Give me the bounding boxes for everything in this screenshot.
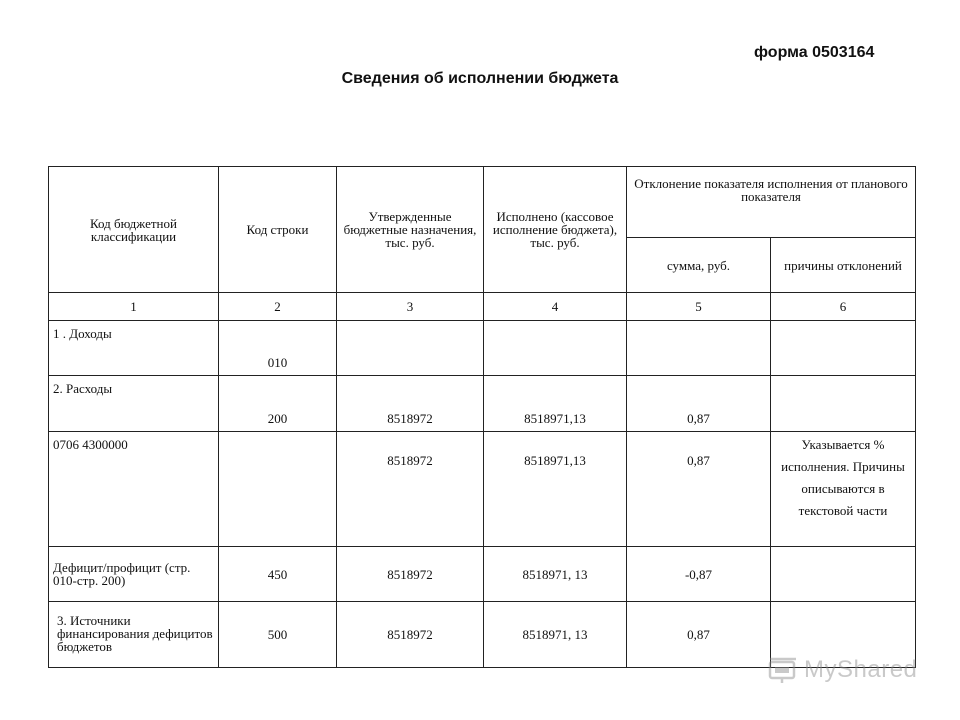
row-reasons xyxy=(771,376,916,432)
column-number: 1 xyxy=(49,293,219,321)
header-deviation-sum: сумма, руб. xyxy=(627,238,771,293)
document-title: Сведения об исполнении бюджета xyxy=(341,70,619,87)
row-approved: 8518972 xyxy=(337,547,484,602)
column-number: 3 xyxy=(337,293,484,321)
watermark xyxy=(768,656,917,684)
row-code: 450 xyxy=(219,547,337,602)
row-approved: 8518972 xyxy=(337,602,484,668)
row-deviation-sum xyxy=(627,321,771,376)
column-number: 4 xyxy=(484,293,627,321)
column-number: 2 xyxy=(219,293,337,321)
row-code: 200 xyxy=(219,376,337,432)
header-row-1 xyxy=(49,167,916,238)
header-budget-classification-code: Код бюджетной классификации xyxy=(49,167,219,293)
table-row xyxy=(49,432,916,547)
projector-icon xyxy=(768,656,798,684)
header-approved-appropriations: Утвержденные бюджетные назначения, тыс. руб. xyxy=(337,167,484,293)
header-line-code: Код строки xyxy=(219,167,337,293)
row-deviation-sum: -0,87 xyxy=(627,547,771,602)
row-label: Дефицит/профицит (стр. 010-стр. 200) xyxy=(49,547,219,602)
row-executed: 8518971, 13 xyxy=(484,547,627,602)
column-numbers-row xyxy=(49,293,916,321)
row-approved: 8518972 xyxy=(337,432,484,547)
form-code: форма 0503164 xyxy=(754,44,875,61)
row-executed: 8518971,13 xyxy=(484,432,627,547)
row-approved xyxy=(337,321,484,376)
row-deviation-sum: 0,87 xyxy=(627,432,771,547)
row-code xyxy=(219,432,337,547)
row-approved: 8518972 xyxy=(337,376,484,432)
row-reasons xyxy=(771,321,916,376)
row-executed: 8518971,13 xyxy=(484,376,627,432)
row-deviation-sum: 0,87 xyxy=(627,376,771,432)
row-code: 010 xyxy=(219,321,337,376)
row-executed: 8518971, 13 xyxy=(484,602,627,668)
row-label: 1 . Доходы xyxy=(49,321,219,376)
watermark-text: MyShared xyxy=(804,656,918,683)
header-deviation-reasons: причины отклонений xyxy=(771,238,916,293)
table-row xyxy=(49,547,916,602)
row-reasons xyxy=(771,547,916,602)
row-label: 2. Расходы xyxy=(49,376,219,432)
row-label: 3. Источники финансирования дефицитов бюджетов xyxy=(49,602,219,668)
row-reasons: Указывается % исполнения. Причины описываются в текстовой части xyxy=(771,432,916,547)
row-deviation-sum: 0,87 xyxy=(627,602,771,668)
row-label: 0706 4300000 xyxy=(49,432,219,547)
row-executed xyxy=(484,321,627,376)
budget-execution-table xyxy=(48,166,916,668)
table-row xyxy=(49,376,916,432)
header-deviation-group: Отклонение показателя исполнения от планового показателя xyxy=(627,167,916,238)
row-code: 500 xyxy=(219,602,337,668)
table-row xyxy=(49,321,916,376)
column-number: 6 xyxy=(771,293,916,321)
header-executed: Исполнено (кассовое исполнение бюджета), тыс. руб. xyxy=(484,167,627,293)
column-number: 5 xyxy=(627,293,771,321)
